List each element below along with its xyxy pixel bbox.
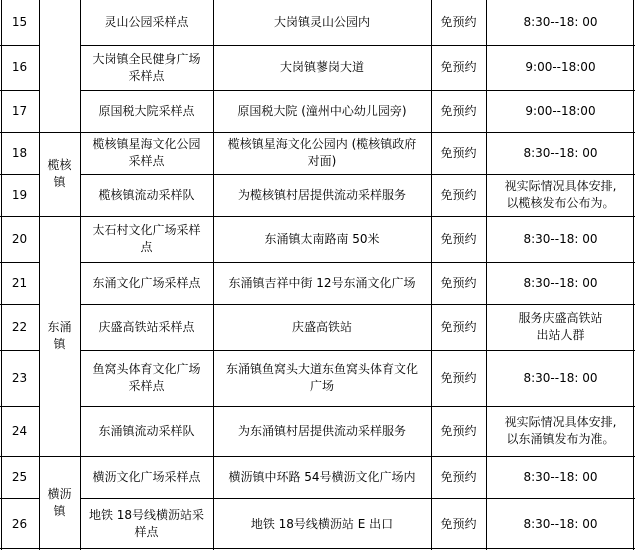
service-hours: 视实际情况具体安排, 以榄核发布公布为。 [504, 179, 617, 210]
site-address: 大岗镇蓼岗大道 [279, 60, 364, 74]
service-hours: 服务庆盛高铁站 出站人群 [518, 311, 603, 342]
grid-line [0, 456, 635, 457]
booking-status: 免预约 [440, 231, 477, 246]
booking-status: 免预约 [440, 370, 477, 385]
site-name: 庆盛高铁站采样点 [98, 319, 195, 334]
booking-status: 免预约 [440, 187, 477, 202]
site-name: 太石村文化广场采样 点 [92, 223, 201, 254]
town-cell: 东涌镇 [47, 320, 72, 351]
grid-line [80, 262, 635, 263]
booking-status: 免预约 [440, 275, 477, 290]
site-name: 横沥文化广场采样点 [92, 469, 201, 484]
site-address: 横沥镇中环路 54号横沥文化广场内 [228, 469, 416, 484]
row-number: 21 [11, 275, 28, 290]
site-name: 榄核镇星海文化公园 采样点 [92, 137, 201, 168]
site-address: 大岗镇灵山公园内 [273, 15, 370, 29]
grid-line [0, 350, 39, 351]
service-hours: 视实际情况具体安排, 以东涌镇发布为准。 [504, 415, 617, 446]
grid-line [80, 406, 635, 407]
site-address: 东涌镇鱼窝头大道东鱼窝头体育文化 广场 [225, 362, 418, 393]
site-address: 东涌镇吉祥中街 12号东涌文化广场 [228, 275, 416, 290]
row-number: 22 [11, 319, 28, 334]
grid-line [39, 0, 40, 550]
booking-status: 免预约 [440, 319, 477, 334]
site-address: 东涌镇太南路南 50米 [264, 231, 380, 246]
site-name: 榄核镇流动采样队 [98, 187, 195, 202]
grid-line [0, 262, 39, 263]
grid-line [80, 90, 635, 91]
grid-line [80, 0, 81, 550]
grid-line [80, 174, 635, 175]
service-hours: 8:30--18: 00 [523, 370, 598, 385]
service-hours: 9:00--18:00 [525, 60, 596, 74]
grid-line [0, 548, 635, 549]
site-name: 鱼窝头体育文化广场 采样点 [92, 362, 201, 393]
service-hours: 8:30--18: 00 [523, 469, 598, 484]
service-hours: 8:30--18: 00 [523, 516, 598, 531]
booking-status: 免预约 [440, 423, 477, 438]
town-cell: 榄核镇 [47, 158, 72, 189]
row-number: 23 [11, 370, 28, 385]
site-name: 东涌文化广场采样点 [92, 275, 201, 290]
booking-status: 免预约 [440, 469, 477, 484]
service-hours: 8:30--18: 00 [523, 145, 598, 160]
grid-line [633, 0, 634, 550]
row-number: 26 [11, 516, 28, 531]
service-hours: 8:30--18: 00 [523, 231, 598, 246]
grid-line [0, 90, 39, 91]
row-number: 24 [11, 423, 28, 438]
site-name: 地铁 18号线横沥站采 样点 [88, 508, 205, 539]
site-address: 为东涌镇村居提供流动采样服务 [237, 423, 406, 438]
grid-line [0, 498, 39, 499]
grid-line [0, 304, 39, 305]
site-address: 原国税大院 (潼州中心幼儿园旁) [237, 103, 407, 118]
site-name: 东涌镇流动采样队 [98, 423, 195, 438]
booking-status: 免预约 [440, 60, 477, 74]
grid-line [431, 0, 432, 550]
site-address: 为榄核镇村居提供流动采样服务 [237, 187, 406, 202]
row-number: 19 [11, 187, 28, 202]
booking-status: 免预约 [440, 516, 477, 531]
grid-line [80, 45, 635, 46]
row-number: 25 [11, 469, 28, 484]
grid-line [486, 0, 487, 550]
grid-line [0, 216, 635, 217]
row-number: 16 [11, 60, 28, 74]
service-hours: 8:30--18: 00 [523, 15, 598, 29]
grid-line [0, 174, 39, 175]
booking-status: 免预约 [440, 103, 477, 118]
site-address: 庆盛高铁站 [291, 319, 352, 334]
row-number: 20 [11, 231, 28, 246]
grid-line [0, 45, 39, 46]
row-number: 17 [11, 103, 28, 118]
grid-line [0, 132, 635, 133]
site-address: 榄核镇星海文化公园内 (榄核镇政府 对面) [227, 137, 417, 168]
row-number: 15 [11, 15, 28, 29]
booking-status: 免预约 [440, 15, 477, 29]
grid-line [1, 0, 2, 550]
grid-line [80, 304, 635, 305]
row-number: 18 [11, 145, 28, 160]
town-cell: 横沥镇 [47, 487, 72, 518]
service-hours: 9:00--18:00 [525, 103, 596, 118]
booking-status: 免预约 [440, 145, 477, 160]
site-name: 原国税大院采样点 [98, 103, 195, 118]
service-hours: 8:30--18: 00 [523, 275, 598, 290]
grid-line [80, 498, 635, 499]
site-address: 地铁 18号线横沥站 E 出口 [250, 516, 394, 531]
grid-line [80, 350, 635, 351]
grid-line [0, 406, 39, 407]
site-name: 灵山公园采样点 [104, 15, 189, 29]
grid-line [213, 0, 214, 550]
site-name: 大岗镇全民健身广场 采样点 [92, 51, 201, 83]
